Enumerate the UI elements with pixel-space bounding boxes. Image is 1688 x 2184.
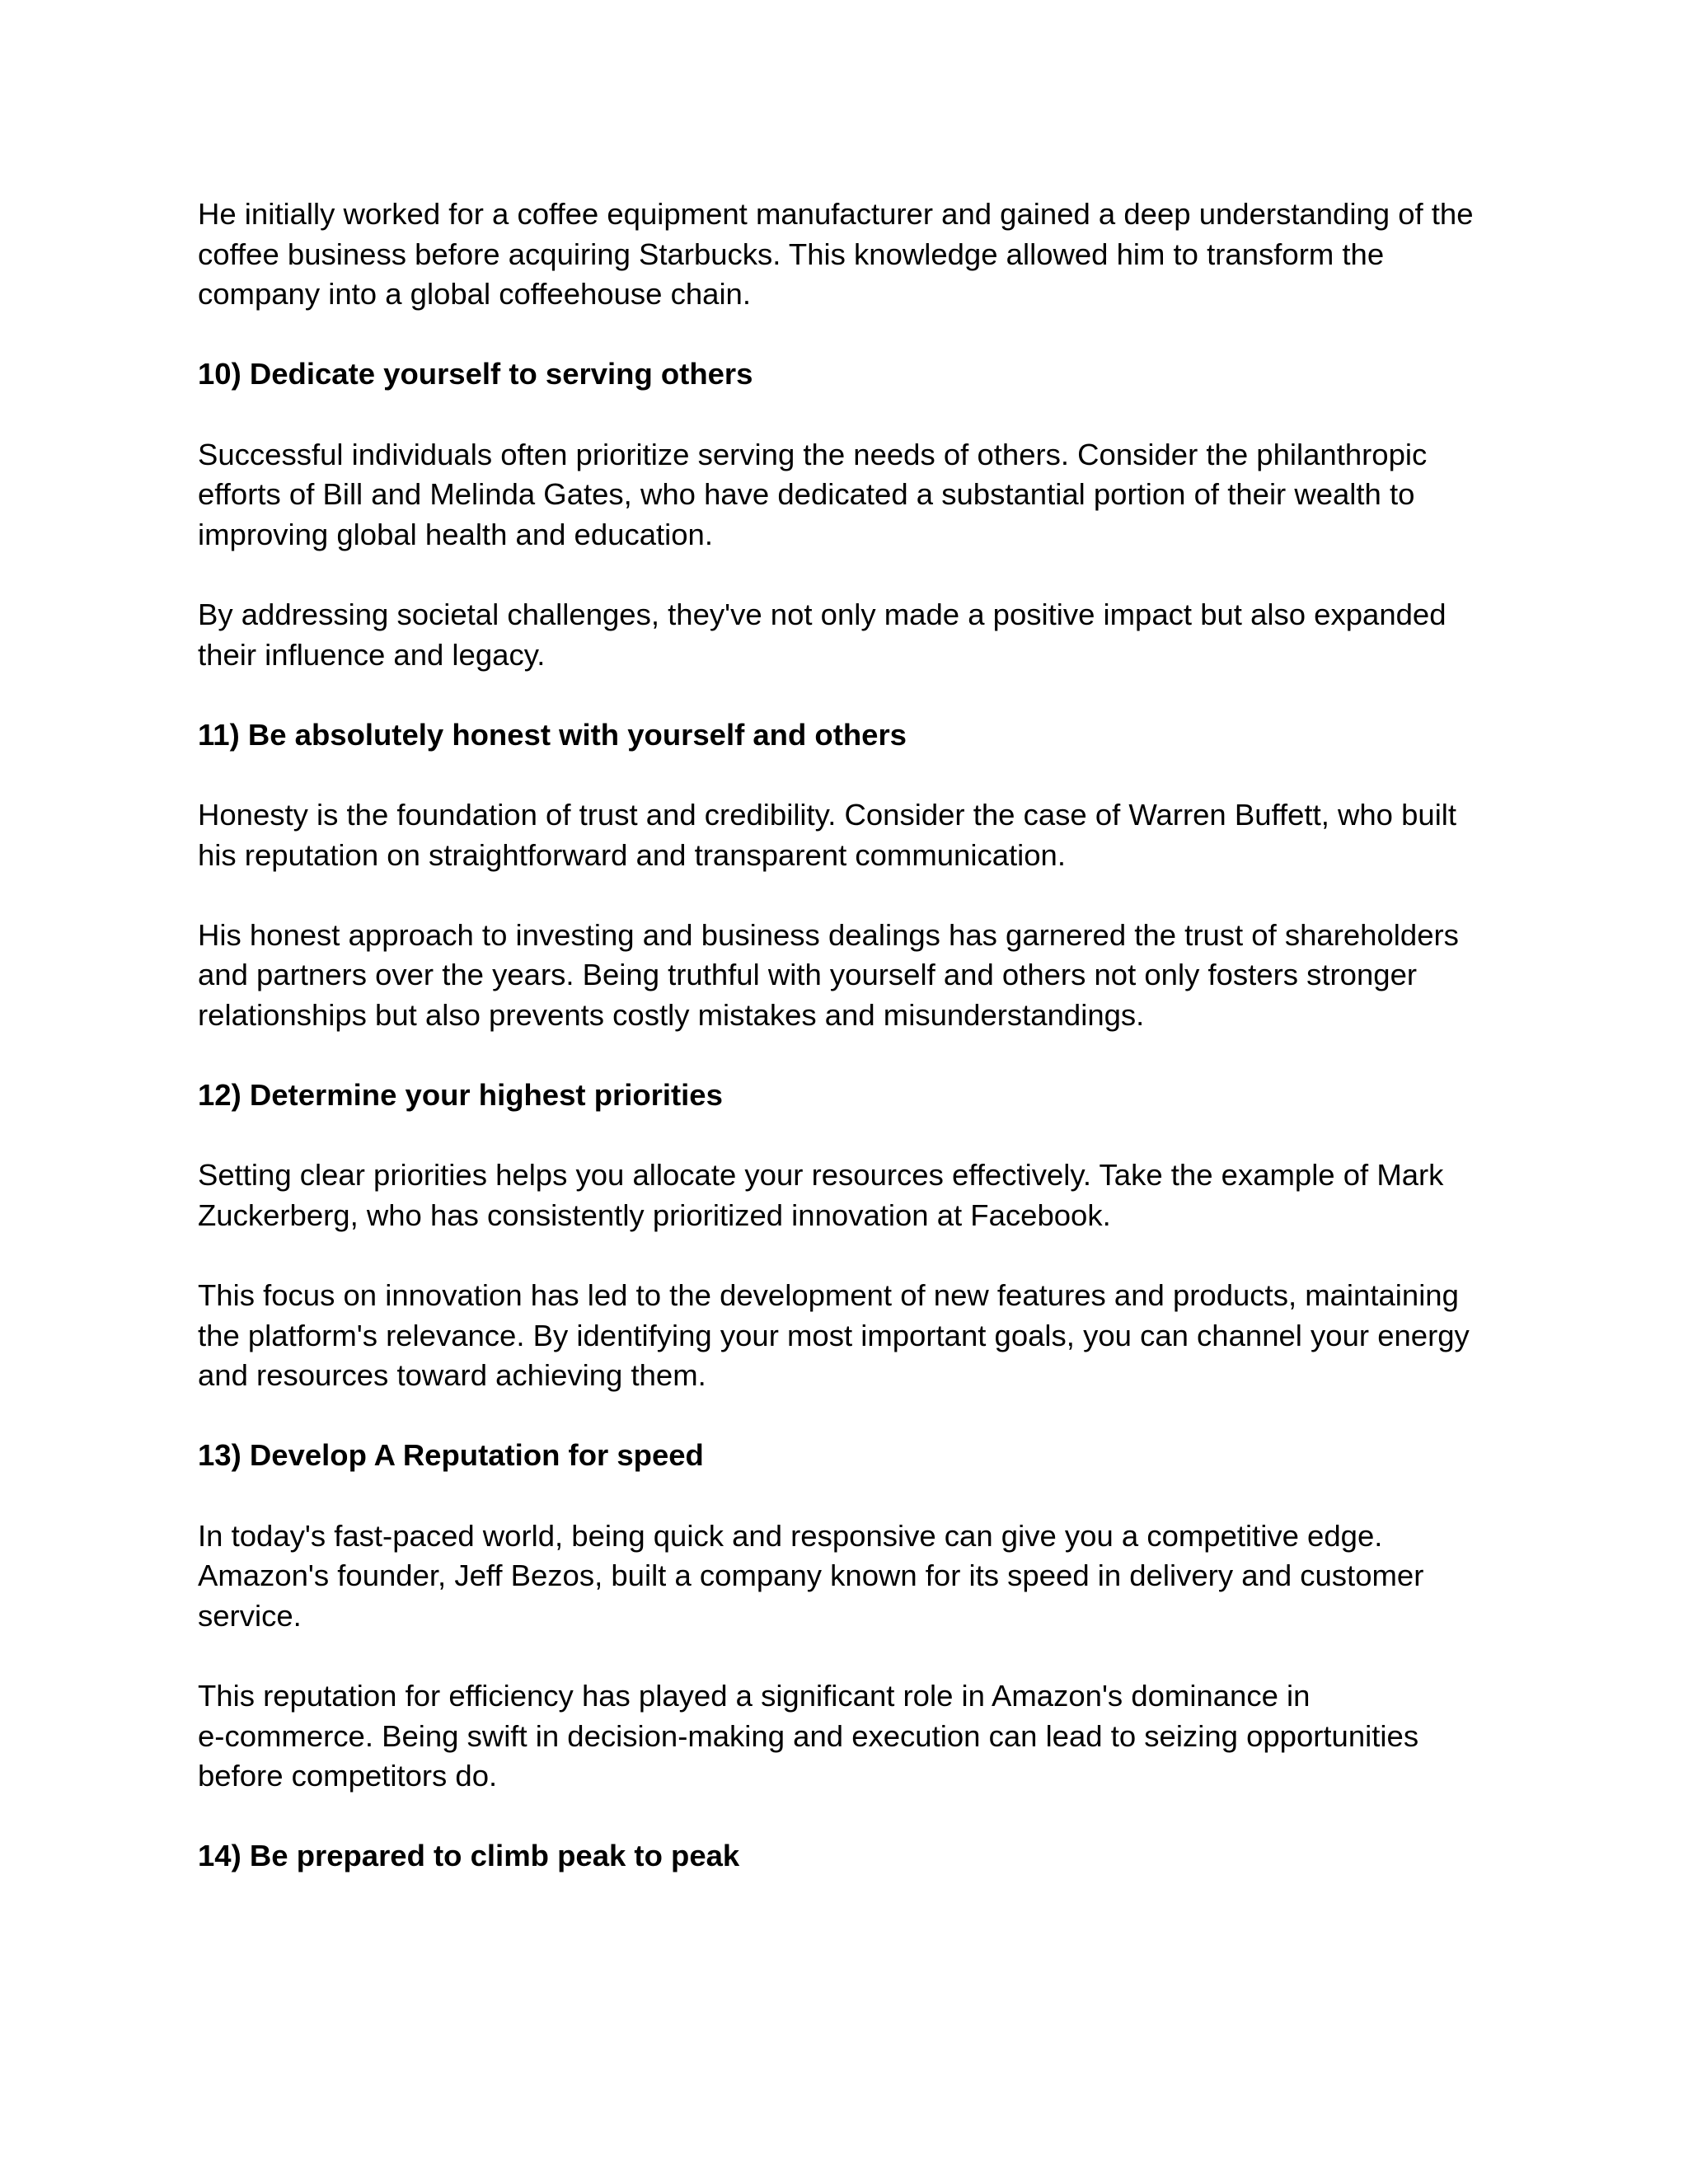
paragraph-innovation-focus: This focus on innovation has led to the development of new features and products, maintaining the platform's relevance. By identifying your most important goals, you can channel your energy and resources toward achieving them. bbox=[198, 1278, 1470, 1393]
paragraph-buffett-honesty: Honesty is the foundation of trust and credibility. Consider the case of Warren Buffett, who built his reputation on straightforward and transparent communication. bbox=[198, 797, 1457, 872]
document-body bbox=[198, 194, 1500, 1917]
heading-12-priorities: 12) Determine your highest priorities bbox=[198, 1078, 723, 1113]
paragraph-societal-challenges: By addressing societal challenges, they've not only made a positive impact but also expanded their influence and legacy. bbox=[198, 597, 1447, 672]
heading-13-speed: 13) Develop A Reputation for speed bbox=[198, 1438, 704, 1473]
paragraph-bezos-speed: In today's fast-paced world, being quick and responsive can give you a competitive edge. Amazon's founder, Jeff Bezos, built a company known for its speed in delivery and customer service. bbox=[198, 1518, 1424, 1633]
heading-14-peak-to-peak: 14) Be prepared to climb peak to peak bbox=[198, 1839, 740, 1873]
paragraph-zuckerberg-priorities: Setting clear priorities helps you allocate your resources effectively. Take the example of Mark Zuckerberg, who has consistently prioritized innovation at Facebook. bbox=[198, 1158, 1444, 1232]
heading-10-serving-others: 10) Dedicate yourself to serving others bbox=[198, 357, 753, 391]
paragraph-gates-philanthropy: Successful individuals often prioritize serving the needs of others. Consider the philanthropic efforts of Bill and Melinda Gates, who have dedicated a substantial portion of their wealth to improving global health and education. bbox=[198, 437, 1428, 551]
heading-11-honesty: 11) Be absolutely honest with yourself and others bbox=[198, 717, 907, 752]
paragraph-honest-approach: His honest approach to investing and business dealings has garnered the trust of shareholders and partners over the years. Being truthful with yourself and others not only fosters stronger relationships but also prevents costly mistakes and misunderstandings. bbox=[198, 917, 1459, 1032]
paragraph-starbucks-background: He initially worked for a coffee equipment manufacturer and gained a deep understanding of the coffee business before acquiring Starbucks. This knowledge allowed him to transform the company into a global coffeehouse chain. bbox=[198, 197, 1474, 312]
paragraph-efficiency-reputation: This reputation for efficiency has played a significant role in Amazon's dominance in e-commerce. Being swift in decision-making and execution can lead to seizing opportunities before competitors do. bbox=[198, 1678, 1419, 1793]
